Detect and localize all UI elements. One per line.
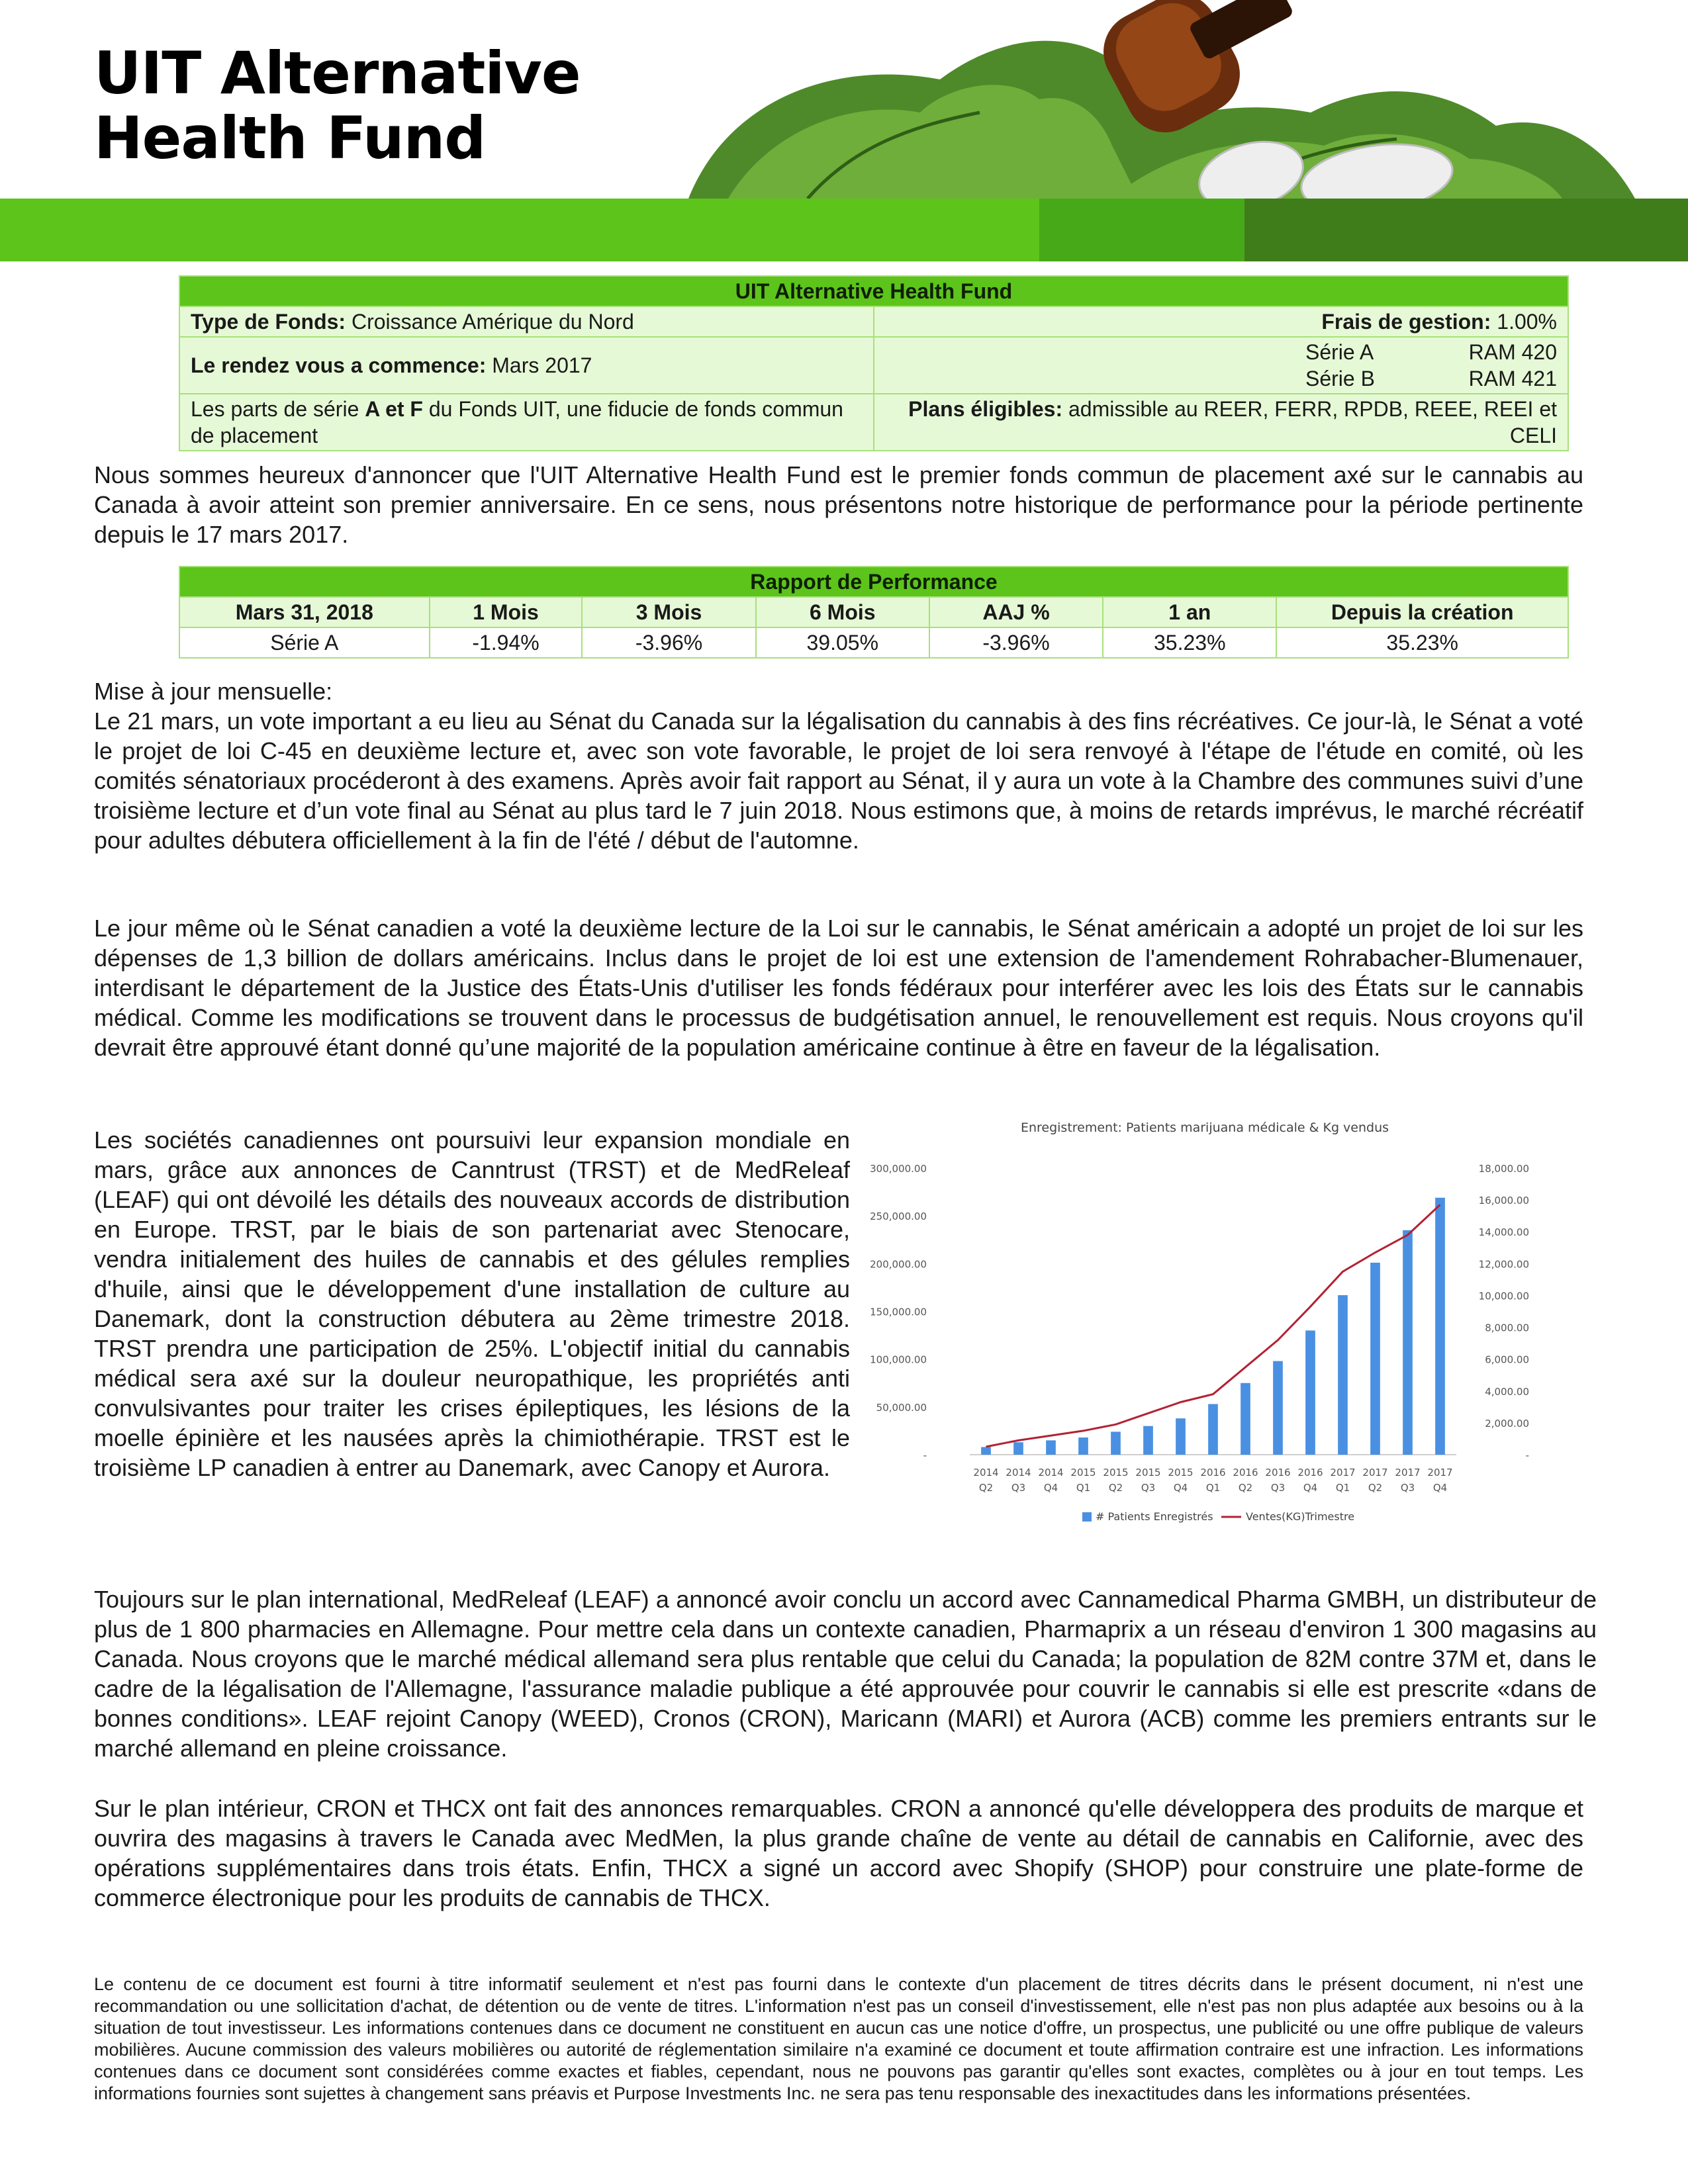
x-tick-year: 2014: [1006, 1467, 1031, 1479]
perf-col-ytd: AAJ %: [929, 597, 1103, 627]
start-date-cell: Le rendez vous a commence: Mars 2017: [179, 337, 874, 394]
plans-cell: Plans éligibles: admissible au REER, FERR, RPDB, REEE, REEI et CELI: [874, 394, 1568, 451]
y-left-tick-label: 300,000.00: [870, 1163, 927, 1175]
bar-patients: [1370, 1263, 1380, 1455]
perf-cell: Série A: [179, 627, 430, 658]
patients-sales-chart: [861, 1112, 1549, 1542]
perf-cell: 35.23%: [1103, 627, 1276, 658]
bar-patients: [1435, 1198, 1445, 1455]
x-tick-quarter: Q3: [1270, 1482, 1286, 1494]
international-paragraph: Toujours sur le plan international, MedReleaf (LEAF) a annoncé avoir conclu un accord avec Cannamedical Pharma GMBH, un distributeur de plus de 1 800 pharmacies en Allemagne. Pour mettre cela dans un contexte canadien, Pharmaprix a un réseau d'environ 1 300 magasins au Canada. Nous croyons que le marché médical allemand sera plus rentable que celui du Canada; la population de 82M contre 37M et, dans le cadre de la légalisation de l'Allemagne, l'assurance maladie publique a été approuvée pour couvrir le cannabis si elle est prescrite «dans de bonnes conditions». LEAF rejoint Canopy (WEED), Cronos (CRON), Maricann (MARI) et Aurora (ACB) comme les premiers entrants sur le marché allemand en pleine croissance.: [94, 1586, 1597, 1762]
bar-patients: [1273, 1361, 1283, 1455]
x-tick-quarter: Q1: [1205, 1482, 1221, 1494]
y-right-tick-label: 4,000.00: [1485, 1385, 1529, 1398]
x-tick-year: 2017: [1395, 1467, 1421, 1479]
x-tick-year: 2015: [1103, 1467, 1129, 1479]
fund-info-table: [179, 275, 1569, 451]
x-tick-quarter: Q4: [1432, 1482, 1448, 1494]
perf-cell: 35.23%: [1276, 627, 1568, 658]
x-tick-quarter: Q3: [1011, 1482, 1026, 1494]
fees-cell: Frais de gestion: 1.00%: [874, 306, 1568, 337]
units-cell: Les parts de série A et F du Fonds UIT, une fiducie de fonds commun de placement: [179, 394, 874, 451]
y-left-tick-label: 100,000.00: [870, 1353, 927, 1366]
fund-table-title: UIT Alternative Health Fund: [179, 276, 1568, 306]
perf-cell: -3.96%: [929, 627, 1103, 658]
bar-patients: [1305, 1330, 1315, 1455]
y-left-tick-label: 50,000.00: [876, 1401, 927, 1414]
legend-label-patients: # Patients Enregistrés: [1096, 1510, 1213, 1523]
domestic-paragraph: Sur le plan intérieur, CRON et THCX ont fait des annonces remarquables. CRON a annoncé qu'elle développera des produits de marque et ouvrira des magasins à travers le Canada avec MedMen, la plus grande chaîne de vente au détail de cannabis en Californie, avec des opérations supplémentaires dans trois états. Enfin, THCX a signé un accord avec Shopify (SHOP) pour construire une plate-forme de commerce électronique pour les produits de cannabis de THCX.: [94, 1795, 1583, 1911]
perf-cell: -3.96%: [582, 627, 755, 658]
y-left-tick-label: 250,000.00: [870, 1210, 927, 1223]
legend-label-sales: Ventes(KG)Trimestre: [1246, 1510, 1355, 1523]
bar-patients: [1143, 1426, 1153, 1455]
bar-patients: [1176, 1418, 1186, 1455]
x-tick-quarter: Q3: [1400, 1482, 1415, 1494]
bar-patients: [1078, 1437, 1088, 1455]
performance-table: [179, 566, 1569, 659]
x-tick-quarter: Q2: [1368, 1482, 1383, 1494]
y-right-tick-label: 10,000.00: [1478, 1290, 1529, 1302]
y-left-tick-label: 200,000.00: [870, 1258, 927, 1271]
bar-patients: [1046, 1440, 1056, 1455]
x-tick-year: 2015: [1168, 1467, 1194, 1479]
series-b-line: Série B RAM 421: [1305, 367, 1557, 390]
x-tick-year: 2017: [1330, 1467, 1356, 1479]
x-tick-quarter: Q3: [1141, 1482, 1156, 1494]
intro-paragraph: Nous sommes heureux d'annoncer que l'UIT Alternative Health Fund est le premier fonds commun de placement axé sur le cannabis au Canada à avoir atteint son premier anniversaire. En ce sens, nous présentons notre historique de performance pour la période pertinente depuis le 17 mars 2017.: [94, 461, 1583, 548]
green-band-dark: [1244, 199, 1688, 261]
bar-patients: [1013, 1442, 1023, 1455]
x-tick-quarter: Q4: [1043, 1482, 1058, 1494]
y-right-tick-label: 2,000.00: [1485, 1417, 1529, 1430]
x-tick-quarter: Q2: [1108, 1482, 1123, 1494]
x-tick-quarter: Q2: [978, 1482, 994, 1494]
y-left-tick-label: -: [923, 1449, 927, 1461]
bar-patients: [1403, 1230, 1413, 1455]
y-right-tick-label: 8,000.00: [1485, 1322, 1529, 1334]
series-codes-cell: [874, 337, 1568, 394]
x-tick-year: 2015: [1070, 1467, 1096, 1479]
monthly-update: [94, 676, 1583, 855]
perf-col-6m: 6 Mois: [756, 597, 929, 627]
perf-cell: -1.94%: [430, 627, 583, 658]
x-tick-quarter: Q4: [1303, 1482, 1318, 1494]
y-right-tick-label: -: [1525, 1449, 1529, 1461]
bar-patients: [1241, 1383, 1250, 1455]
chart-title: Enregistrement: Patients marijuana médicale & Kg vendus: [1020, 1120, 1389, 1135]
x-tick-year: 2016: [1297, 1467, 1323, 1479]
green-band-mid: [1039, 199, 1244, 261]
y-right-tick-label: 18,000.00: [1478, 1163, 1529, 1175]
bar-patients: [1111, 1432, 1121, 1455]
y-right-tick-label: 6,000.00: [1485, 1353, 1529, 1366]
perf-col-1m: 1 Mois: [430, 597, 583, 627]
x-tick-year: 2016: [1265, 1467, 1291, 1479]
perf-cell: 39.05%: [756, 627, 929, 658]
x-tick-quarter: Q4: [1173, 1482, 1188, 1494]
legend-swatch-patients: [1082, 1512, 1092, 1522]
bar-patients: [1208, 1404, 1218, 1455]
herbal-medicine-illustration: [635, 0, 1688, 205]
y-right-tick-label: 14,000.00: [1478, 1226, 1529, 1239]
x-tick-year: 2016: [1233, 1467, 1258, 1479]
x-tick-year: 2016: [1200, 1467, 1226, 1479]
disclaimer: Le contenu de ce document est fourni à titre informatif seulement et n'est pas fourni dans le contexte d'un placement de titres décrits dans le présent document, ni n'est une recommandation ou une sollicitation d'achat, de détention ou de vente de titres. L'information n'est pas un conseil d'investissement, elle n'est pas non plus adaptée aux besoins ou à la situation de tout investisseur. Les informations contenues dans ce document ne constituent en aucun cas une notice d'offre, un prospectus, une publicité ou une offre publique de valeurs mobilières. Aucune commission des valeurs mobilières ou autorité de réglementation similaire n'a examiné ce document et toute affirmation contraire est une infraction. Les informations contenues dans ce document sont considérées comme exactes et fiables, cependant, nous ne pouvons pas garantir qu'elles sont exactes, complètes ou à jour en tout temps. Les informations fournies sont sujettes à changement sans préavis et Purpose Investments Inc. ne sera pas tenu responsable des inexactitudes dans les informations présentées.: [94, 1974, 1583, 2103]
x-tick-quarter: Q1: [1335, 1482, 1350, 1494]
x-tick-quarter: Q1: [1076, 1482, 1091, 1494]
x-tick-year: 2017: [1427, 1467, 1453, 1479]
x-tick-year: 2017: [1362, 1467, 1388, 1479]
perf-table-title: Rapport de Performance: [179, 567, 1568, 597]
x-tick-year: 2015: [1135, 1467, 1161, 1479]
title-line-2: Health Fund: [94, 104, 486, 172]
page-header: [0, 0, 1688, 261]
perf-col-date: Mars 31, 2018: [179, 597, 430, 627]
table-row: [179, 627, 1568, 658]
title-line-1: UIT Alternative: [94, 39, 581, 107]
series-a-line: Série A RAM 420: [1305, 340, 1557, 364]
perf-col-1y: 1 an: [1103, 597, 1276, 627]
x-tick-year: 2014: [973, 1467, 999, 1479]
x-tick-year: 2014: [1038, 1467, 1064, 1479]
senate-paragraph: Le jour même où le Sénat canadien a voté la deuxième lecture de la Loi sur le cannabis, le Sénat américain a adopté un projet de loi sur les dépenses de 1,3 billion de dollars américains. Inclus dans le projet de loi est une extension de l'amendement Rohrabacher-Blumenauer, interdisant le département de la Justice des États-Unis d'utiliser les fonds fédéraux pour interférer avec les lois des États sur le cannabis médical. Comme les modifications se trouvent dans le processus de budgétisation annuel, le renouvellement est requis. Nous croyons qu'il devrait être approuvé étant donné qu’une majorité de la population américaine continue à être en faveur de la légalisation.: [94, 915, 1583, 1061]
perf-col-3m: 3 Mois: [582, 597, 755, 627]
x-tick-quarter: Q2: [1238, 1482, 1253, 1494]
monthly-text: Le 21 mars, un vote important a eu lieu au Sénat du Canada sur la légalisation du cannabis à des fins récréatives. Ce jour-là, le Sénat a voté le projet de loi C-45 en deuxième lecture et, avec son vote favorable, le projet de loi sera renvoyé à l'étape de l'étude en comité, où les comités sénatoriaux procéderont à des examens. Après avoir fait rapport au Sénat, il y aura un vote à la Chambre des communes suivi d’une troisième lecture et d’un vote final au Sénat au plus tard le 7 juin 2018. Nous estimons que, à moins de retards imprévus, le marché récréatif pour adultes débutera officiellement à la fin de l'été / début de l'automne.: [94, 707, 1583, 854]
perf-col-inception: Depuis la création: [1276, 597, 1568, 627]
canada-paragraph: Les sociétés canadiennes ont poursuivi leur expansion mondiale en mars, grâce aux annonces de Canntrust (TRST) et de MedReleaf (LEAF) qui ont dévoilé les détails des nouveaux accords de distribution en Europe. TRST, par le biais de son partenariat avec Stenocare, vendra initialement des huiles de cannabis et des gélules remplies d'huile, ainsi que le développement d'une installation de culture au Danemark, dont la construction débutera au 2ème trimestre 2018. TRST prendra une participation de 25%. L'objectif initial du cannabis médical sera axé sur la douleur neuropathique, les propriétés anti convulsivantes pour traiter les crises épileptiques, les lésions de la moelle épinière et les nausées après la chimiothérapie. TRST est le troisième LP canadien à entrer au Danemark, avec Canopy et Aurora.: [94, 1126, 850, 1481]
fund-type-cell: Type de Fonds: Croissance Amérique du Nord: [179, 306, 874, 337]
monthly-heading: Mise à jour mensuelle:: [94, 678, 333, 705]
bar-patients: [1338, 1295, 1348, 1455]
y-left-tick-label: 150,000.00: [870, 1306, 927, 1318]
y-right-tick-label: 12,000.00: [1478, 1258, 1529, 1271]
page-title: [94, 41, 581, 171]
chart-marks: [870, 1163, 1529, 1523]
bar-patients: [981, 1447, 991, 1455]
y-right-tick-label: 16,000.00: [1478, 1195, 1529, 1207]
